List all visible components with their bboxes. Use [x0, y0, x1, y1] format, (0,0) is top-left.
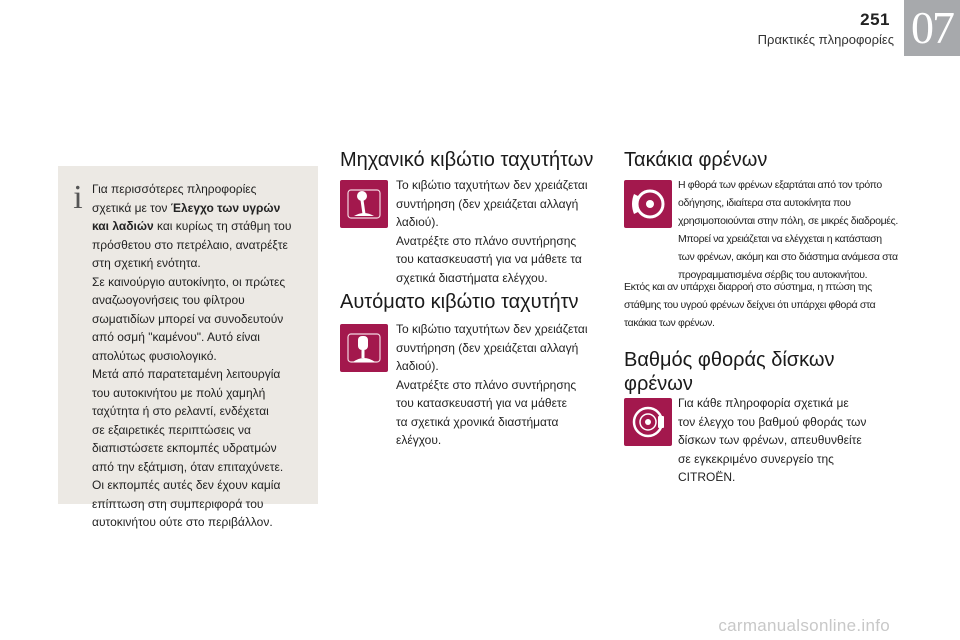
info-line	[92, 347, 312, 366]
info-line-bold: Έλεγχο των υγρών	[170, 200, 281, 215]
info-line	[92, 254, 312, 273]
text-line: τα σχετικά χρονικά διαστήματα	[396, 414, 559, 429]
info-line-text: Σε καινούργιο αυτοκίνητο, οι πρώτες	[92, 274, 286, 289]
manual-gearbox-text	[396, 176, 606, 287]
info-line-text: διαπιστώσετε εκπομπές υδρατμών	[92, 441, 277, 455]
info-line-text: Οι εκπομπές αυτές δεν έχουν καμία	[92, 478, 281, 492]
text-line: του κατασκευαστή για να μάθετε	[396, 396, 568, 410]
text-line: συντήρηση (δεν χρειάζεται αλλαγή	[396, 196, 579, 211]
info-line-text: Μετά από παρατεταμένη λειτουργία	[92, 367, 281, 381]
automatic-gear-selector-icon	[340, 324, 388, 372]
text-line: οδήγησης, ιδιαίτερα στα αυτοκίνητα που	[678, 197, 851, 209]
text-line: Η φθορά των φρένων εξαρτάται από τον τρόπο	[678, 179, 882, 191]
info-line	[92, 421, 312, 440]
manual-gear-lever-icon	[340, 180, 388, 228]
text-line: συντήρηση (δεν χρειάζεται αλλαγή	[396, 340, 579, 355]
info-line	[92, 273, 312, 292]
info-line	[92, 439, 312, 458]
info-line	[92, 310, 312, 329]
text-line: δίσκων των φρένων, απευθυνθείτε	[678, 433, 862, 447]
brake-pads-icon	[624, 180, 672, 228]
text-line: ελέγχου.	[396, 433, 442, 447]
text-line: στάθμης του υγρού φρένων δείχνει ότι υπάρχει φθορά στα	[624, 299, 876, 311]
text-line: χρησιμοποιούνται στην πόλη, σε μικρές διαδρομές.	[678, 215, 898, 227]
text-line: τακάκια των φρένων.	[624, 317, 715, 329]
info-line-text: ταχύτητα ή στο ρελαντί, ενδέχεται	[92, 404, 269, 418]
info-line-text: του αυτοκινήτου με πολύ χαμηλή	[92, 385, 266, 400]
info-text	[92, 180, 312, 532]
text-line: σε εγκεκριμένο συνεργείο της	[678, 451, 834, 466]
info-line-text: και κυρίως τη στάθμη του	[153, 219, 292, 233]
info-line	[92, 476, 312, 495]
brake-discs-text	[678, 394, 908, 487]
info-line-text: στη σχετική ενότητα.	[92, 256, 201, 270]
info-line	[92, 328, 312, 347]
manual-gearbox-title: Μηχανικό κιβώτιο ταχυτήτων	[340, 149, 594, 171]
text-line: Για κάθε πληροφορία σχετικά με	[678, 396, 849, 410]
info-line	[92, 384, 312, 403]
watermark: carmanualsonline.info	[718, 616, 890, 635]
info-line-text: από οσμή "καμένου". Αυτό είναι	[92, 330, 260, 344]
title-line: φρένων	[624, 373, 693, 395]
section-title-header: Πρακτικές πληροφορίες	[757, 32, 894, 47]
automatic-gearbox-title: Αυτόματο κιβώτιο ταχυτήτν	[340, 291, 579, 313]
text-line: προγραμματισμένα σέρβις του αυτοκινήτου.	[678, 269, 868, 281]
text-line: Το κιβώτιο ταχυτήτων δεν χρειάζεται	[396, 322, 588, 336]
text-line: Το κιβώτιο ταχυτήτων δεν χρειάζεται	[396, 178, 588, 192]
text-line: Ανατρέξτε στο πλάνο συντήρησης	[396, 377, 577, 392]
info-line	[92, 291, 312, 310]
text-line: σχετικά διαστήματα ελέγχου.	[396, 270, 548, 285]
brake-discs-title	[624, 348, 835, 396]
text-line: Ανατρέξτε στο πλάνο συντήρησης	[396, 233, 577, 248]
info-box	[58, 166, 318, 529]
text-line: των φρένων, ακόμη και στο διάστημα ανάμεσα στα	[678, 251, 898, 263]
text-line: CITROËN.	[678, 470, 736, 484]
info-line	[92, 199, 312, 218]
info-line	[92, 236, 312, 255]
info-line-text: σε εξαιρετικές περιπτώσεις να	[92, 422, 251, 437]
brake-pads-text	[678, 176, 908, 284]
info-line-text: πρόσθετου στο πετρέλαιο, ανατρέξτε	[92, 237, 288, 252]
automatic-gearbox-text	[396, 320, 606, 450]
title-line: Βαθμός φθοράς δίσκων	[624, 349, 835, 371]
info-line-bold: και λαδιών	[92, 219, 154, 233]
brake-disc-icon	[624, 398, 672, 446]
info-line	[92, 180, 312, 199]
info-icon: i	[73, 179, 83, 216]
info-line	[92, 495, 312, 514]
brake-fluid-text	[624, 278, 908, 332]
info-line-text: επίπτωση στη συμπεριφορά του	[92, 496, 264, 511]
info-line	[92, 458, 312, 477]
info-line	[92, 513, 312, 532]
text-line: τον έλεγχο του βαθμού φθοράς των	[678, 414, 867, 429]
text-line: Μπορεί να χρειάζεται να ελέγχεται η κατάσταση	[678, 233, 882, 245]
info-line	[92, 217, 312, 236]
brake-pads-title: Τακάκια φρένων	[624, 149, 768, 171]
info-line-text: αυτοκινήτου ούτε στο περιβάλλον.	[92, 515, 273, 529]
chapter-tab: 07	[904, 0, 960, 56]
info-line	[92, 365, 312, 384]
info-line-text: σχετικά με τον	[92, 200, 171, 215]
text-line: Εκτός και αν υπάρχει διαρροή στο σύστημα, η πτώση της	[624, 281, 872, 293]
info-line-text: Για περισσότερες πληροφορίες	[92, 182, 257, 196]
info-line-text: από την εξάτμιση, όταν επιταχύνετε.	[92, 459, 284, 474]
info-line-text: αναζωογονήσεις του φίλτρου	[92, 293, 245, 307]
text-line: λαδιού).	[396, 359, 439, 373]
info-line-text: σωματιδίων μπορεί να συνοδευτούν	[92, 311, 284, 326]
text-line: λαδιού).	[396, 215, 439, 229]
info-line	[92, 402, 312, 421]
info-line-text: απολύτως φυσιολογικό.	[92, 348, 217, 363]
text-line: του κατασκευαστή για να μάθετε τα	[396, 252, 582, 266]
page-number: 251	[860, 10, 890, 29]
